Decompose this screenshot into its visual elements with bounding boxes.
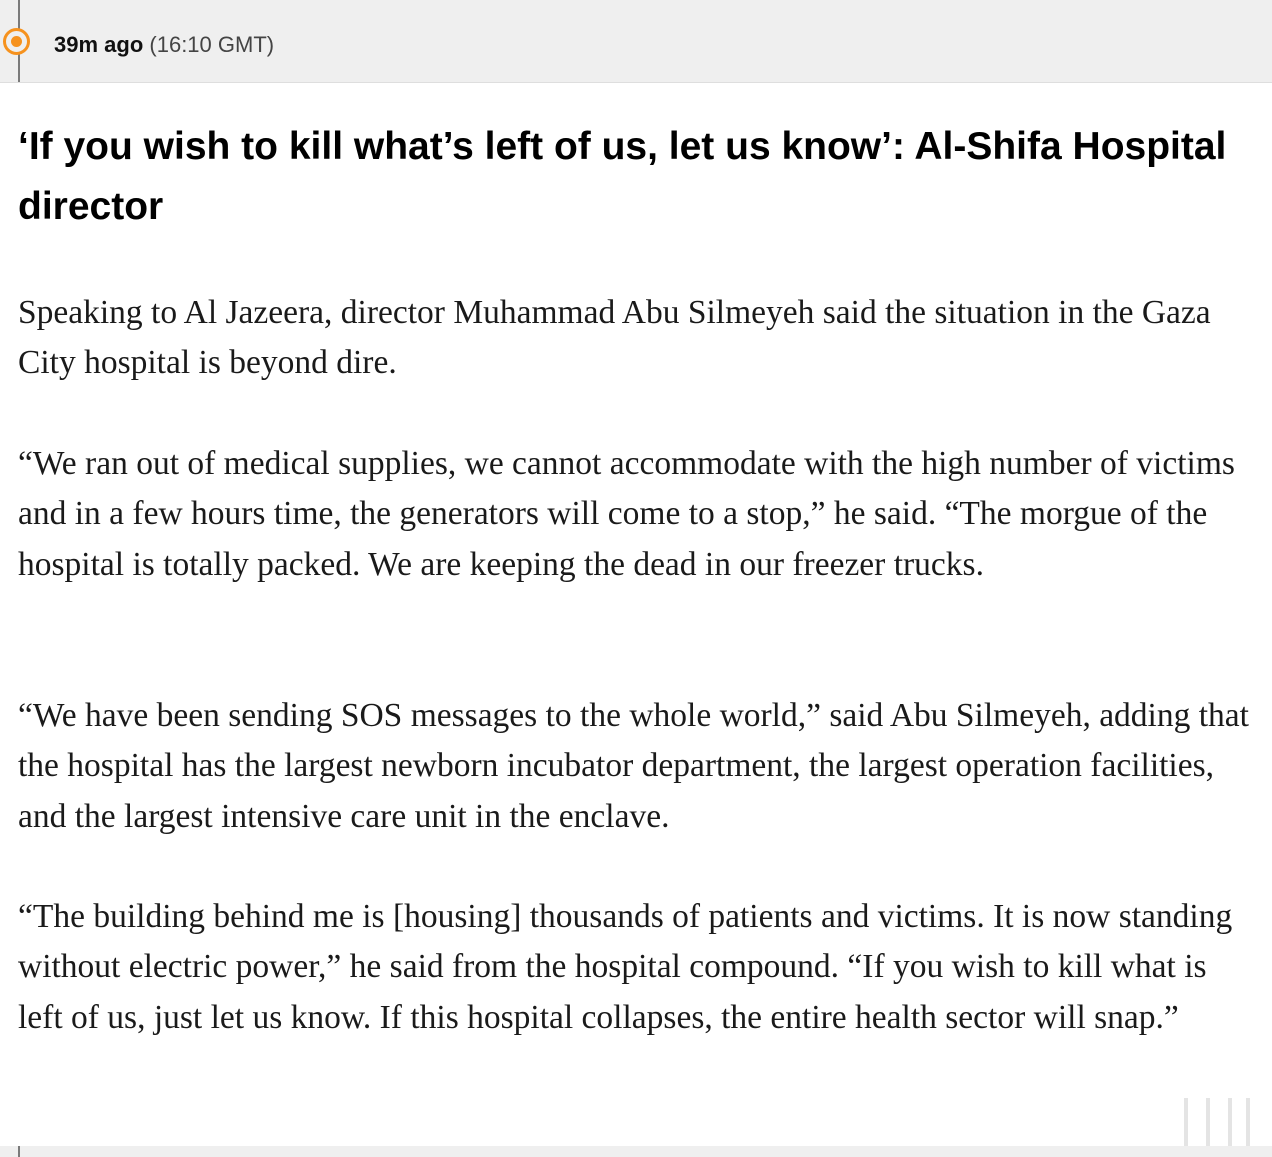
post-paragraph: “We have been sending SOS messages to the whole world,” said Abu Silmeyeh, adding that the hospital has the largest newborn incubator department, the largest operation facilities, and the largest intensive care unit in the enclave.	[18, 697, 1249, 835]
post-paragraph: Speaking to Al Jazeera, director Muhammad Abu Silmeyeh said the situation in the Gaza City hospital is beyond dire.	[18, 294, 1211, 382]
timestamp-relative: 39m ago	[54, 32, 144, 57]
post-headline: ‘If you wish to kill what’s left of us, let us know’: Al-Shifa Hospital director	[18, 125, 1227, 228]
live-indicator-dot	[11, 36, 22, 47]
timestamp-absolute: (16:10 GMT)	[149, 32, 275, 57]
next-post-header	[0, 1146, 1272, 1157]
post-paragraph: “We ran out of medical supplies, we cannot accommodate with the high number of victims and in a few hours time, the generators will come to a stop,” he said. “The morgue of the hospital is totally packed. We are keeping the dead in our freezer trucks.	[18, 445, 1235, 583]
post-timestamp	[54, 30, 274, 60]
timeline-header	[0, 0, 1272, 83]
timeline-line	[18, 1146, 20, 1157]
live-indicator-icon	[3, 28, 30, 55]
post-paragraph: “The building behind me is [housing] thousands of patients and victims. It is now standing without electric power,” he said from the hospital compound. “If you wish to kill what is left of us, just let us know. If this hospital collapses, the entire health sector will snap.”	[18, 898, 1233, 1036]
